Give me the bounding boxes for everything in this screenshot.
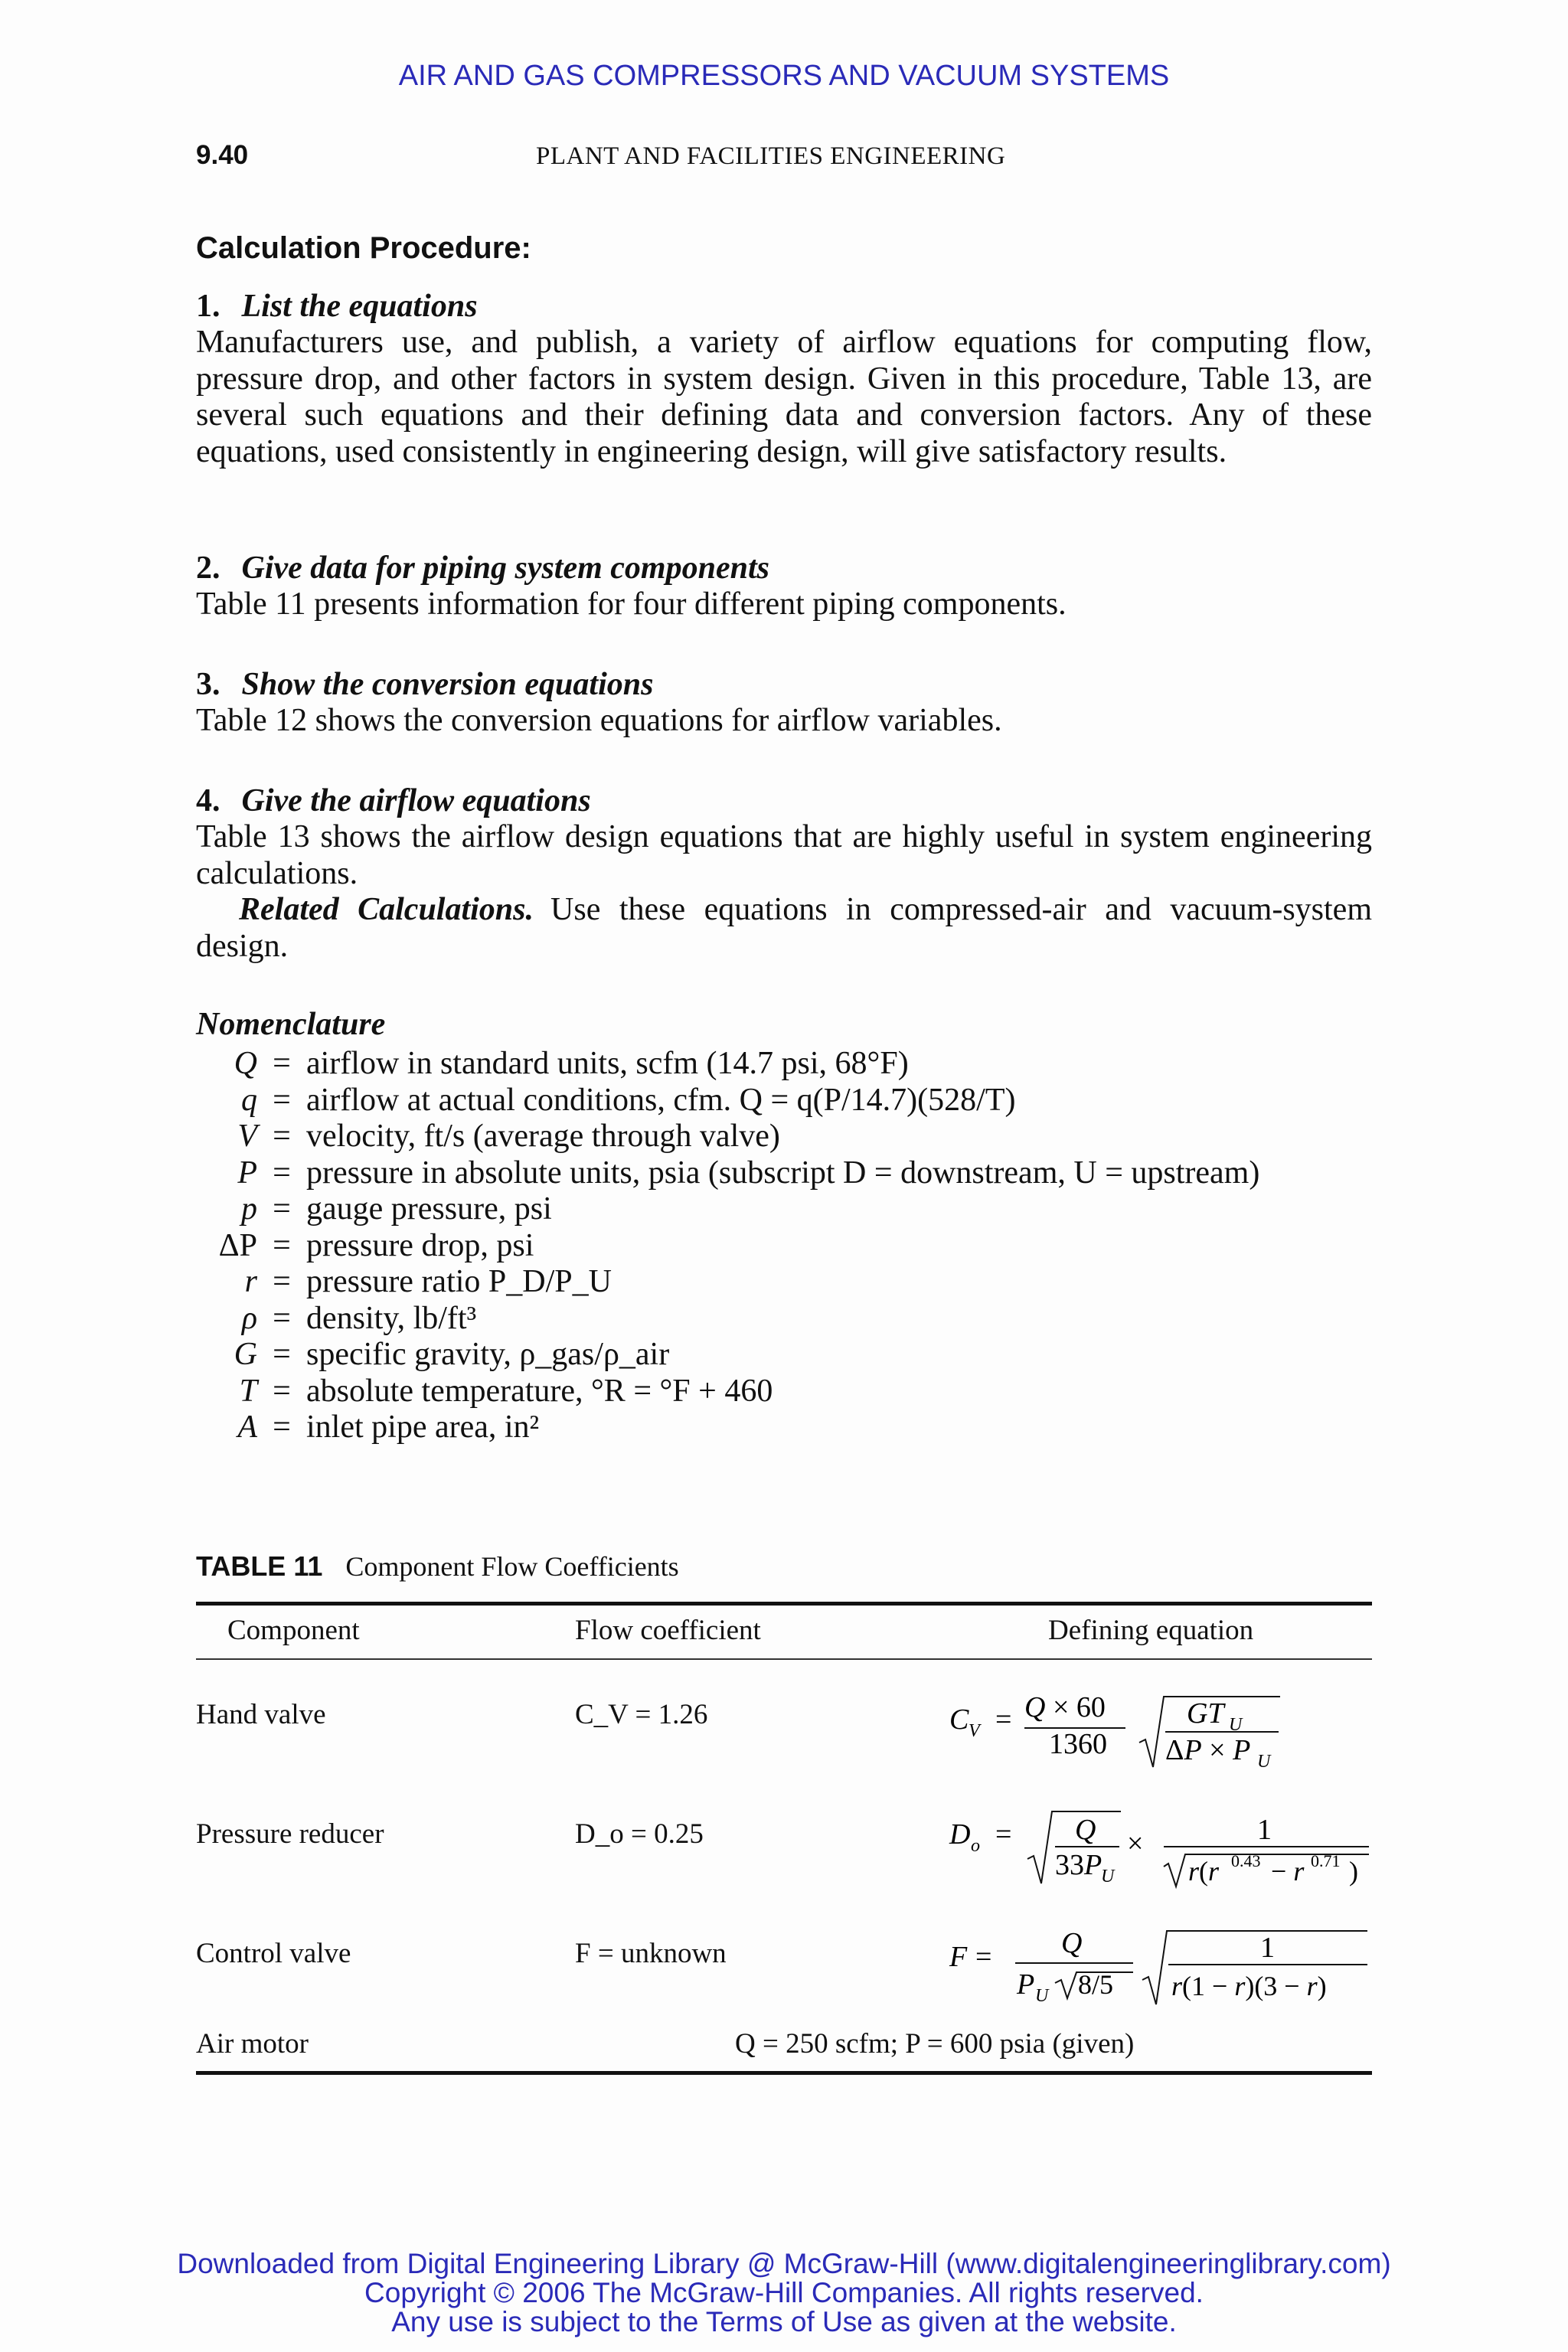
- svg-text:Q: Q: [1075, 1814, 1096, 1846]
- svg-text:0.71: 0.71: [1311, 1851, 1341, 1870]
- table-row-coefficient: Q = 250 scfm; P = 600 psia (given): [735, 2028, 1135, 2060]
- svg-text:=: =: [995, 1704, 1012, 1736]
- table-row-coefficient: C_V = 1.26: [575, 1699, 708, 1730]
- svg-text:0.43: 0.43: [1231, 1851, 1261, 1870]
- table-caption: [196, 1550, 679, 1583]
- definition: airflow in standard units, scfm (14.7 psi, 68°F): [306, 1046, 909, 1081]
- nomenclature-item: [153, 1264, 1378, 1301]
- symbol: V: [237, 1119, 257, 1154]
- symbol: ΔP: [218, 1227, 257, 1263]
- symbol: Q: [234, 1046, 257, 1081]
- nomenclature-item: [153, 1374, 1378, 1410]
- definition: density, lb/ft³: [306, 1300, 477, 1336]
- nomenclature-item: [153, 1046, 1378, 1083]
- equation-control-valve: [919, 1903, 1372, 2011]
- footer-terms: Any use is subject to the Terms of Use as given at the website.: [391, 2306, 1177, 2337]
- svg-text:Q × 60: Q × 60: [1024, 1691, 1106, 1723]
- svg-text:GT: GT: [1187, 1697, 1224, 1730]
- definition: pressure drop, psi: [306, 1227, 534, 1263]
- table-row-component: Pressure reducer: [196, 1818, 384, 1850]
- symbol: T: [239, 1373, 257, 1409]
- table-header-rule: [196, 1658, 1372, 1660]
- nomenclature-item: [153, 1301, 1378, 1338]
- table-row-coefficient: F = unknown: [575, 1938, 727, 1969]
- nomenclature-heading: Nomenclature: [196, 1007, 386, 1042]
- step-title: Give the airflow equations: [241, 783, 591, 818]
- equals: =: [273, 1046, 291, 1081]
- column-header-flow-coefficient: Flow coefficient: [575, 1615, 761, 1646]
- svg-text:r(1 − r)(3 − r): r(1 − r)(3 − r): [1171, 1971, 1327, 2001]
- step-4-text: Table 13 shows the airflow design equations that are highly useful in system engineering calculations.: [196, 819, 1372, 891]
- svg-text:1: 1: [1257, 1814, 1272, 1846]
- step-title: List the equations: [241, 289, 478, 324]
- svg-text:1360: 1360: [1049, 1728, 1107, 1760]
- svg-text:C: C: [949, 1704, 969, 1736]
- symbol: G: [234, 1337, 257, 1372]
- table-bottom-rule: [196, 2071, 1372, 2075]
- step-3-heading: [196, 666, 1372, 703]
- footer-download-notice: Downloaded from Digital Engineering Library @ McGraw-Hill (www.digitalengineeringlibrary.com): [177, 2248, 1391, 2279]
- svg-text:33P: 33P: [1055, 1849, 1102, 1881]
- step-2-heading: [196, 550, 1372, 586]
- equals: =: [273, 1264, 291, 1299]
- related-text: Use these equations in compressed-air and vacuum-system design.: [196, 892, 1372, 964]
- page-title: PLANT AND FACILITIES ENGINEERING: [536, 142, 1006, 170]
- running-head: AIR AND GAS COMPRESSORS AND VACUUM SYSTEMS: [398, 60, 1170, 92]
- table-row-coefficient: D_o = 0.25: [575, 1818, 704, 1850]
- svg-text:U: U: [1229, 1715, 1243, 1735]
- column-header-defining-equation: Defining equation: [1048, 1615, 1254, 1646]
- table-top-rule: [196, 1602, 1372, 1606]
- svg-text:=: =: [995, 1818, 1012, 1851]
- equation-hand-valve: [919, 1669, 1317, 1776]
- nomenclature-item: [153, 1119, 1378, 1155]
- svg-text:×: ×: [1127, 1828, 1144, 1860]
- nomenclature-item: [153, 1083, 1378, 1119]
- nomenclature-item: [153, 1228, 1378, 1265]
- definition: velocity, ft/s (average through valve): [306, 1119, 780, 1154]
- svg-text:8/5: 8/5: [1078, 1969, 1114, 2000]
- definition: gauge pressure, psi: [306, 1191, 552, 1227]
- svg-text:− r: − r: [1271, 1856, 1305, 1886]
- equals: =: [273, 1155, 291, 1191]
- symbol: P: [237, 1155, 257, 1191]
- equals: =: [273, 1119, 291, 1154]
- nomenclature-item: [153, 1191, 1378, 1228]
- step-1-heading: [196, 288, 1372, 325]
- nomenclature-list: [153, 1046, 1378, 1446]
- definition: inlet pipe area, in²: [306, 1410, 540, 1445]
- definition: airflow at actual conditions, cfm. Q = q(P/14.7)(528/T): [306, 1082, 1016, 1118]
- symbol: r: [244, 1264, 257, 1299]
- equation-pressure-reducer: [919, 1784, 1372, 1891]
- step-title: Show the conversion equations: [241, 667, 654, 702]
- page-number: 9.40: [196, 140, 249, 170]
- equals: =: [273, 1300, 291, 1336]
- symbol: ρ: [241, 1300, 257, 1336]
- nomenclature-item: [153, 1410, 1378, 1446]
- table-title: Component Flow Coefficients: [345, 1551, 679, 1582]
- table-label: TABLE 11: [196, 1550, 323, 1582]
- svg-text:V: V: [969, 1721, 980, 1741]
- svg-text:=: =: [975, 1941, 992, 1973]
- symbol: A: [237, 1410, 257, 1445]
- equals: =: [273, 1191, 291, 1227]
- equals: =: [273, 1082, 291, 1118]
- step-number: 3.: [196, 667, 220, 702]
- equals: =: [273, 1227, 291, 1263]
- table-row-component: Control valve: [196, 1938, 351, 1969]
- svg-text:P: P: [1017, 1968, 1035, 2001]
- symbol: q: [241, 1082, 257, 1118]
- definition: pressure in absolute units, psia (subscript D = downstream, U = upstream): [306, 1155, 1260, 1191]
- definition: absolute temperature, °R = °F + 460: [306, 1373, 773, 1409]
- svg-text:Q: Q: [1061, 1927, 1083, 1959]
- svg-text:1: 1: [1260, 1932, 1275, 1964]
- equals: =: [273, 1337, 291, 1372]
- step-number: 4.: [196, 783, 220, 818]
- svg-text:D: D: [949, 1818, 971, 1851]
- related-calculations: [196, 892, 1372, 965]
- step-number: 2.: [196, 550, 220, 586]
- column-header-component: Component: [227, 1615, 360, 1646]
- svg-text:o: o: [971, 1836, 980, 1856]
- step-number: 1.: [196, 289, 220, 324]
- svg-text:U: U: [1101, 1867, 1115, 1886]
- table-row-component: Hand valve: [196, 1699, 326, 1730]
- svg-text:F: F: [949, 1941, 968, 1973]
- symbol: p: [241, 1191, 257, 1227]
- equals: =: [273, 1373, 291, 1409]
- nomenclature-item: [153, 1155, 1378, 1192]
- step-title: Give data for piping system components: [241, 550, 769, 586]
- equals: =: [273, 1410, 291, 1445]
- footer-copyright: Copyright © 2006 The McGraw-Hill Companies. All rights reserved.: [364, 2277, 1204, 2308]
- nomenclature-item: [153, 1337, 1378, 1374]
- step-4-heading: [196, 782, 1372, 819]
- definition: pressure ratio P_D/P_U: [306, 1264, 612, 1299]
- svg-text:r(r: r(r: [1188, 1856, 1220, 1886]
- step-1-text: Manufacturers use, and publish, a variety of airflow equations for computing flow, pressure drop, and other factors in system design. Given in this procedure, Table 13, are several such equations and their defining data and conversion factors. Any of these equations, used consistently in engineering design, will give satisfactory results.: [196, 325, 1372, 469]
- svg-text:ΔP × P: ΔP × P: [1165, 1734, 1251, 1766]
- svg-text:U: U: [1257, 1752, 1271, 1772]
- svg-text:U: U: [1035, 1986, 1049, 2006]
- related-label: Related Calculations.: [239, 892, 534, 927]
- table-row-component: Air motor: [196, 2028, 309, 2060]
- section-heading: Calculation Procedure:: [196, 231, 531, 265]
- step-2-text: Table 11 presents information for four different piping components.: [196, 586, 1067, 622]
- step-3-text: Table 12 shows the conversion equations for airflow variables.: [196, 703, 1002, 738]
- svg-text:): ): [1349, 1856, 1358, 1886]
- definition: specific gravity, ρ_gas/ρ_air: [306, 1337, 670, 1372]
